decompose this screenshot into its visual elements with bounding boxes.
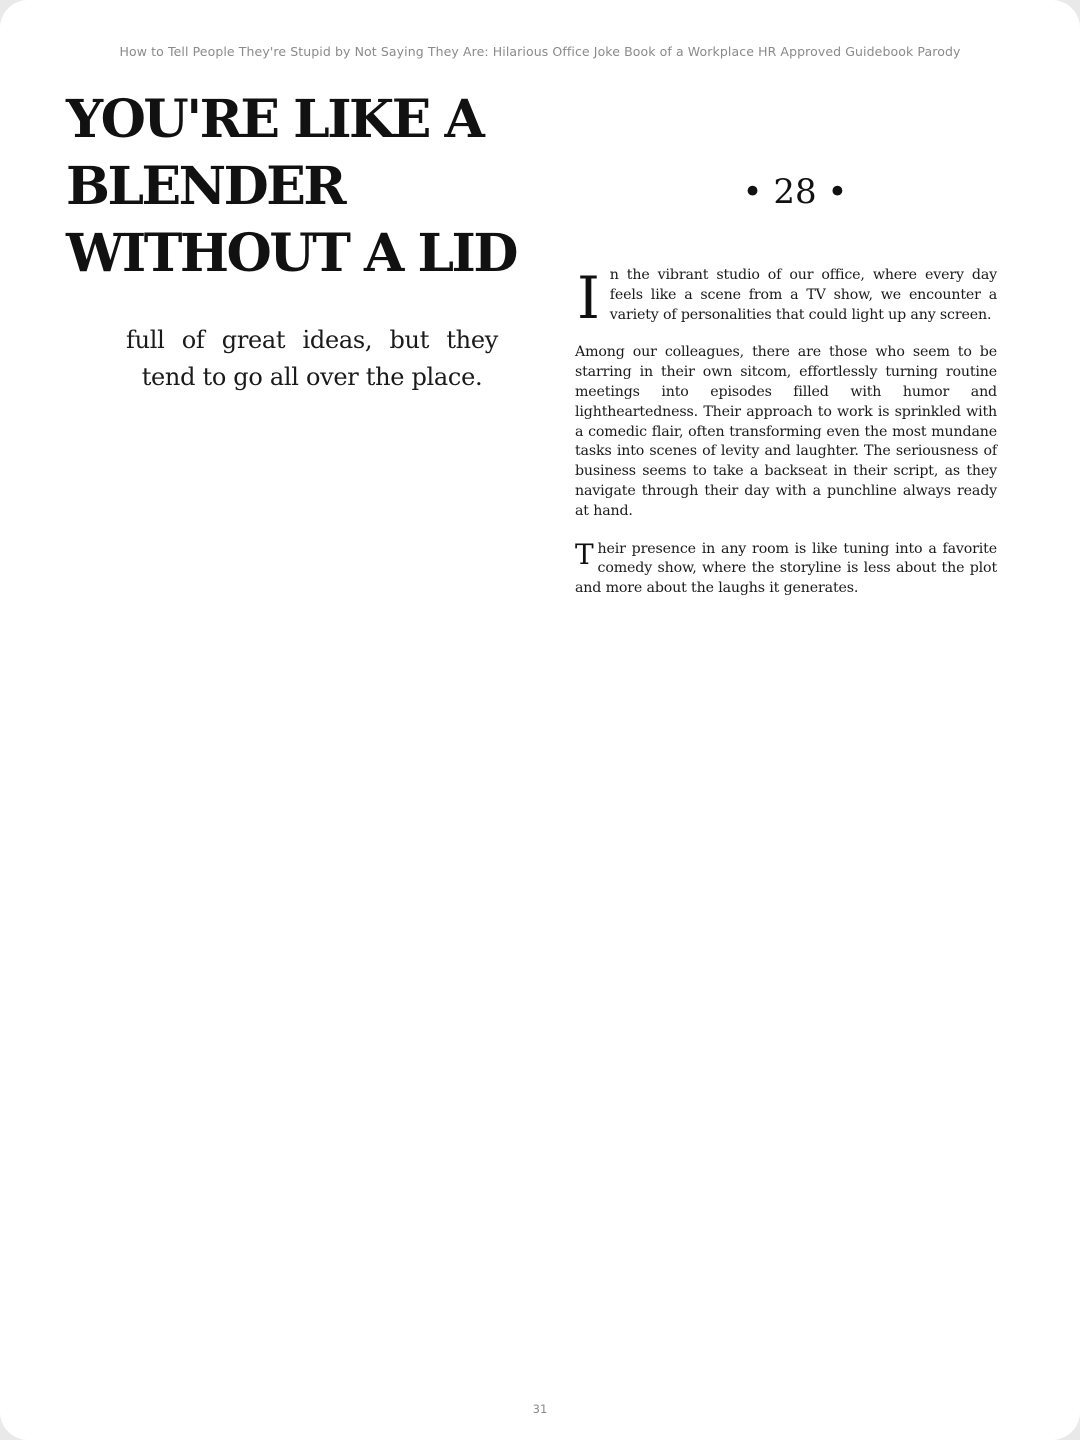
paragraph-3: [575, 537, 997, 599]
body-text-column: [575, 266, 997, 617]
chapter-subtitle: full of great ideas, but they tend to go all over the place.: [126, 326, 498, 391]
chapter-number: • 28 •: [742, 172, 848, 212]
drop-cap: I: [577, 264, 600, 332]
running-header-book-title: How to Tell People They're Stupid by Not Saying They Are: Hilarious Office Joke Book of a Workplace HR Approved Guidebook Parody: [119, 44, 961, 59]
chapter-title: YOU'RE LIKE A BLENDER WITHOUT A LID: [66, 89, 516, 284]
page-number: 31: [532, 1402, 548, 1416]
paragraph-1: [575, 264, 997, 332]
paragraph-2: Among our colleagues, there are those who seem to be starring in their own sitcom, effortlessly turning routine meetings into episodes filled with humor and lightheartedness. Their approach to work is sprinkled with a comedic flair, often transforming even the most mundane tasks into scenes of levity and laughter. The seriousness of business seems to take a backseat in their script, as they navigate through their day with a punchline always ready at hand.: [575, 344, 997, 519]
paragraph-1-text: n the vibrant studio of our office, where every day feels like a scene from a TV show, we encounter a variety of personalities that could light up any screen.: [609, 267, 997, 323]
paragraph-3-text: heir presence in any room is like tuning into a favorite comedy show, where the storyline is less about the plot and more about the laughs it generates.: [575, 540, 997, 597]
drop-cap: T: [575, 537, 594, 571]
